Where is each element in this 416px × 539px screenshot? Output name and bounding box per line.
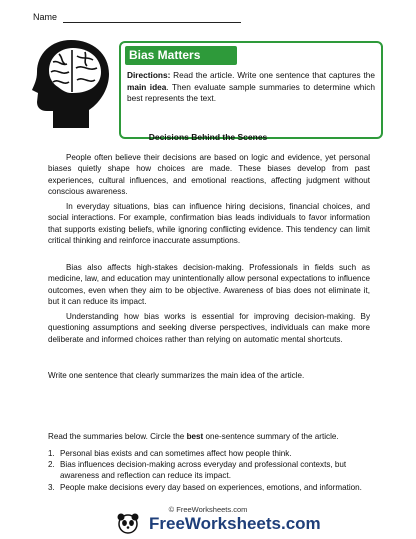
logo-wordmark [149, 514, 321, 534]
article-paragraph: Understanding how bias works is essential for improving decision-making. By questioning assumptions and seeking diverse perspectives, individuals can make more deliberate and informed choices rather than relying on automatic mental shortcuts. [48, 312, 370, 344]
option-text: People make decisions every day based on experiences, emotions, and information. [60, 482, 362, 492]
footer-copyright: © FreeWorksheets.com [168, 505, 248, 514]
article-paragraph: In everyday situations, bias can influence hiring decisions, financial choices, and social interactions. For example, confirmation bias leads individuals to favor information that supports existing beliefs, while ignoring conflicting evidence. This tendency can limit critical thinking and reinforce inaccurate assumptions. [48, 202, 370, 246]
directions-part-2: . Then evaluate sample summaries to determine which best represents the text. [127, 81, 375, 104]
article-title: Decisions Behind the Scenes [148, 132, 268, 142]
option-number: 3. [48, 482, 55, 492]
summary-option-3[interactable] [48, 482, 370, 493]
option-number: 2. [48, 460, 55, 470]
summary-option-1[interactable] [48, 448, 370, 459]
circle-best-bold: best [186, 432, 204, 441]
logo-worksheets: Worksheets [184, 514, 281, 533]
name-label: Name [33, 12, 58, 22]
directions-part-1: Read the article. Write one sentence that captures the [170, 70, 375, 80]
logo-free: Free [149, 514, 185, 533]
panda-icon [113, 513, 143, 535]
summary-option-2[interactable] [48, 459, 370, 481]
article-paragraph: Bias also affects high-stakes decision-making. Professionals in fields such as medicine, law, and education may unintentionally allow personal expectations to influence outcomes, even when they aim to be objective. Awareness of bias does not eliminate it, but it can reduce its impact. [48, 263, 370, 307]
directions-box [119, 41, 383, 139]
worksheet-title: Bias Matters [125, 46, 237, 65]
head-brain-icon [31, 38, 113, 130]
option-number: 1. [48, 449, 55, 458]
option-text: Personal bias exists and can sometimes affect how people think. [60, 449, 292, 458]
circle-best-prompt [48, 432, 378, 441]
directions-main-idea: main idea [127, 81, 167, 92]
write-summary-prompt: Write one sentence that clearly summarizes the main idea of the article. [48, 371, 305, 380]
circle-best-before: Read the summaries below. Circle the [48, 432, 187, 441]
summary-options [48, 448, 370, 493]
circle-best-after: one-sentence summary of the article. [203, 432, 339, 441]
name-field[interactable] [33, 12, 57, 22]
directions-label: Directions: [127, 70, 171, 80]
option-text: Bias influences decision-making across everyday and professional contexts, but awareness and reflection can reduce its impact. [60, 460, 347, 481]
article-paragraph: People often believe their decisions are based on logic and evidence, yet personal biases quietly shape how choices are made. These biases develop from past experiences, cultural influences, and emotional reactions, affecting judgment without conscious awareness. [48, 153, 370, 197]
name-line [63, 22, 241, 23]
directions-text [127, 70, 375, 105]
logo-com: .com [280, 514, 321, 533]
